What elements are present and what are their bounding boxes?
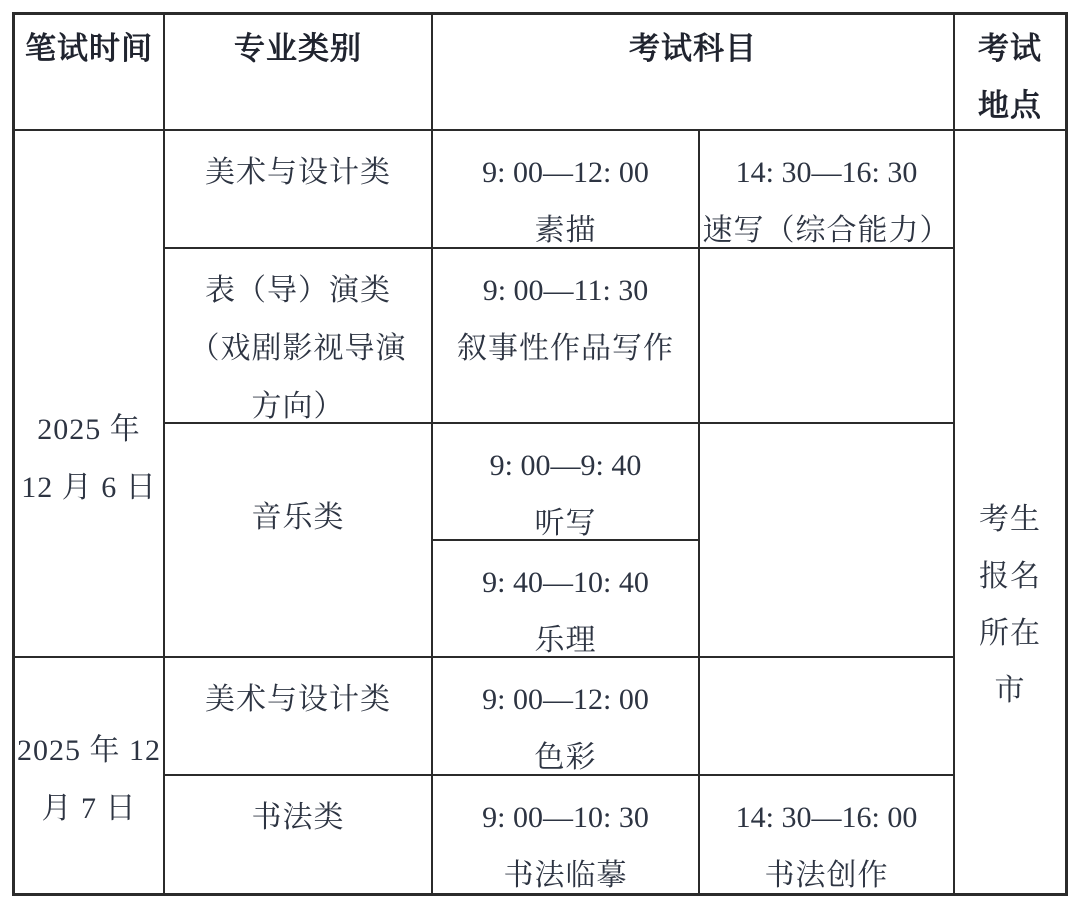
subject-narrative-writing-time: 9: 00—11: 30 xyxy=(482,274,649,307)
header-subjects-label: 考试科目 xyxy=(629,31,757,66)
category-performance-directing-line3: 方向） xyxy=(251,390,345,423)
header-location-label-line1: 考试 xyxy=(978,31,1042,66)
exam-location-line3: 所在 xyxy=(979,617,1041,650)
subject-sketch-cell xyxy=(433,131,700,249)
subject-calligraphy-creation-name: 书法创作 xyxy=(764,859,889,892)
subject-narrative-writing-name: 叙事性作品写作 xyxy=(457,332,674,365)
category-art-design-dec6-label: 美术与设计类 xyxy=(205,156,391,189)
subject-narrative-writing-cell xyxy=(433,249,700,424)
category-music-label: 音乐类 xyxy=(251,501,345,534)
date-dec6-cell xyxy=(15,131,165,658)
header-category-column xyxy=(165,15,433,131)
header-time-column xyxy=(15,15,165,131)
subject-sketch-name: 素描 xyxy=(534,214,597,247)
date-dec7-line1: 2025 年 12 xyxy=(17,734,161,767)
subject-music-theory-time: 9: 40—10: 40 xyxy=(482,566,649,599)
category-art-design-dec7-label: 美术与设计类 xyxy=(205,683,391,716)
subject-calligraphy-copy-cell xyxy=(433,776,700,893)
subject-calligraphy-copy-name: 书法临摹 xyxy=(503,859,628,892)
date-dec6-line1: 2025 年 xyxy=(37,413,141,446)
subject-color-time: 9: 00—12: 00 xyxy=(482,683,649,716)
subject-quick-sketch-time: 14: 30—16: 30 xyxy=(735,156,918,189)
category-art-design-dec6-cell xyxy=(165,131,433,249)
subject-dictation-time: 9: 00—9: 40 xyxy=(489,449,642,482)
category-music-cell xyxy=(165,424,433,658)
subject-color-cell xyxy=(433,658,700,776)
subject-quick-sketch-name: 速写（综合能力） xyxy=(702,214,951,247)
category-art-design-dec7-cell xyxy=(165,658,433,776)
exam-location-line4: 市 xyxy=(994,674,1026,707)
header-time-label: 笔试时间 xyxy=(25,31,153,66)
category-performance-directing-line1: 表（导）演类 xyxy=(205,274,391,307)
header-location-column xyxy=(955,15,1065,131)
subject-music-theory-name: 乐理 xyxy=(534,624,597,657)
exam-location-line2: 报名 xyxy=(979,560,1041,593)
subject-sketch-time: 9: 00—12: 00 xyxy=(482,156,649,189)
subject-dictation-name: 听写 xyxy=(534,507,597,540)
subject-dictation-cell xyxy=(433,424,700,541)
category-calligraphy-label: 书法类 xyxy=(251,801,345,834)
subject-calligraphy-creation-cell xyxy=(700,776,955,893)
category-calligraphy-cell xyxy=(165,776,433,893)
exam-location-line1: 考生 xyxy=(979,503,1041,536)
date-dec6-line2: 12 月 6 日 xyxy=(21,471,157,504)
header-subjects-column xyxy=(433,15,955,131)
exam-schedule-table xyxy=(12,12,1068,896)
empty-subject-cell-row2 xyxy=(700,249,955,424)
date-dec7-line2: 月 7 日 xyxy=(41,792,137,825)
header-location-label-line2: 地点 xyxy=(978,88,1042,123)
subject-quick-sketch-cell xyxy=(700,131,955,249)
empty-subject-cell-music xyxy=(700,424,955,658)
empty-subject-cell-row4 xyxy=(700,658,955,776)
subject-color-name: 色彩 xyxy=(534,741,597,774)
subject-music-theory-cell xyxy=(433,541,700,658)
exam-location-cell xyxy=(955,131,1065,893)
subject-calligraphy-creation-time: 14: 30—16: 00 xyxy=(735,801,918,834)
header-category-label: 专业类别 xyxy=(234,31,362,66)
date-dec7-cell xyxy=(15,658,165,893)
category-performance-directing-cell xyxy=(165,249,433,424)
subject-calligraphy-copy-time: 9: 00—10: 30 xyxy=(482,801,649,834)
category-performance-directing-line2: （戏剧影视导演 xyxy=(189,332,407,365)
